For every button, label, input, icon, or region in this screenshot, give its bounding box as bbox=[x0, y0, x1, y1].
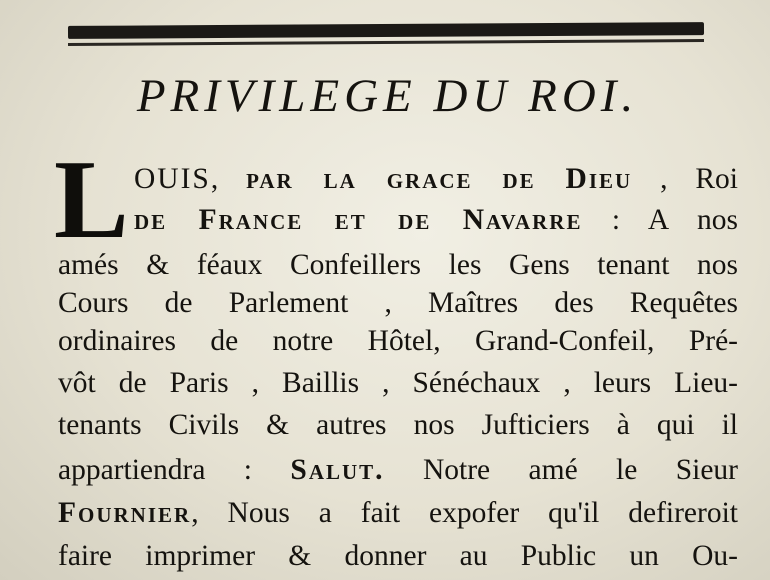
title-period: . bbox=[621, 70, 634, 122]
line2-france-navarre: de France et de Navarre bbox=[134, 204, 583, 236]
text-line-4: Cours de Parlement , Maîtres des Requêtes bbox=[58, 287, 738, 319]
text-line-9 bbox=[58, 494, 738, 532]
line8-appartiendra: appartiendra : bbox=[58, 454, 253, 486]
text-line-8 bbox=[58, 451, 738, 489]
text-line-6: vôt de Paris , Baillis , Sénéchaux , leurs Lieu- bbox=[58, 367, 738, 399]
line1-comma-b: , bbox=[660, 163, 668, 195]
line9-rest: , Nous a fait expofer qu'il defireroit bbox=[191, 497, 738, 529]
text-line-1 bbox=[134, 160, 738, 198]
ornamental-rule-thick bbox=[68, 22, 704, 39]
line9-fournier: Fournier bbox=[58, 497, 192, 529]
page-title bbox=[0, 66, 770, 126]
line1-grace: par la grace de Dieu bbox=[246, 163, 633, 195]
line2-rest: : A nos bbox=[611, 204, 738, 236]
ornamental-rule-thin bbox=[68, 39, 704, 46]
text-line-5: ordinaires de notre Hôtel, Grand-Confeil, Pré- bbox=[58, 325, 738, 357]
text-line-2 bbox=[134, 201, 738, 239]
title-text: PRIVILEGE DU ROI bbox=[136, 70, 622, 122]
line8-salut: Salut. bbox=[290, 454, 385, 486]
line8-rest: Notre amé le Sieur bbox=[422, 454, 739, 486]
text-line-3: amés & féaux Confeillers les Gens tenant nos bbox=[58, 249, 738, 281]
line1-roi: Roi bbox=[695, 163, 738, 195]
text-line-7: tenants Civils & autres nos Jufticiers à qui il bbox=[58, 409, 738, 441]
drop-cap: L bbox=[54, 138, 129, 262]
text-line-10: faire imprimer & donner au Public un Ou- bbox=[58, 540, 738, 572]
line1-louis: OUIS bbox=[134, 163, 211, 195]
line1-comma-a: , bbox=[210, 163, 219, 195]
